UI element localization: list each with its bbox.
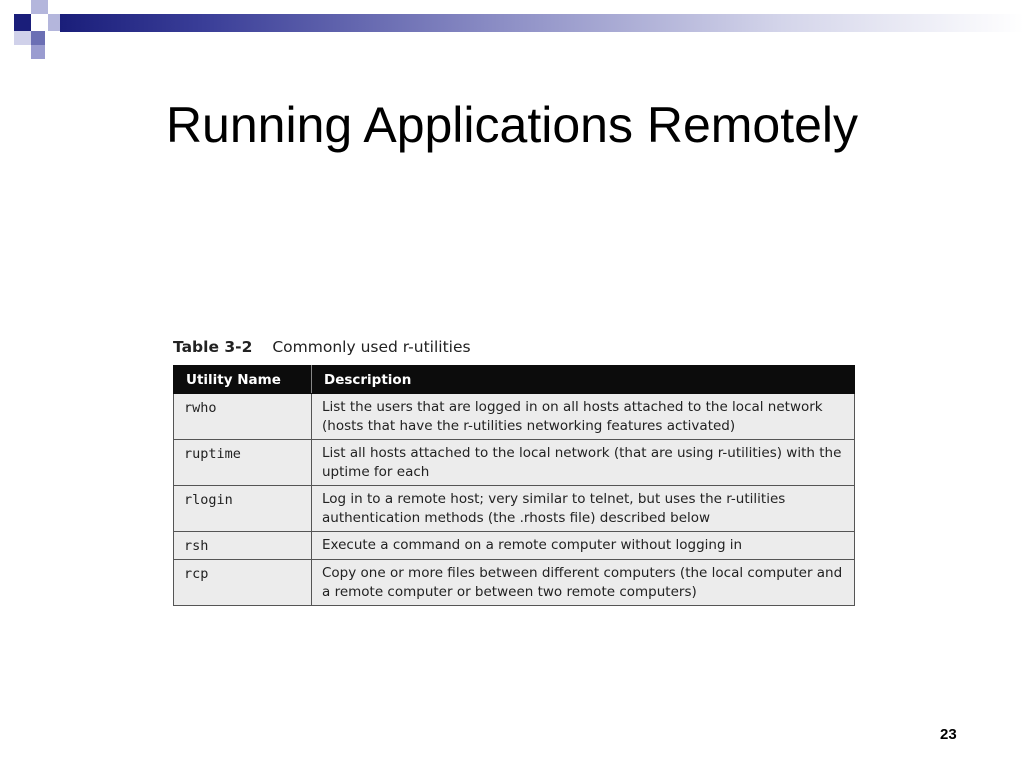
table-row: [174, 486, 855, 532]
utility-name-cell: rcp: [174, 560, 312, 606]
decor-square-light: [48, 14, 60, 31]
utility-name-cell: rlogin: [174, 486, 312, 532]
header-gradient-bar: [60, 14, 1024, 32]
decor-square-light: [31, 45, 45, 59]
decor-square-dark: [14, 14, 31, 31]
decor-square-light: [31, 0, 48, 14]
description-cell: List all hosts attached to the local network (that are using r-utilities) with the uptime for each: [312, 440, 855, 486]
slide-title: Running Applications Remotely: [165, 97, 859, 153]
table-caption-text: Commonly used r-utilities: [272, 338, 471, 356]
decor-square-mid: [31, 31, 45, 45]
utility-name-cell: ruptime: [174, 440, 312, 486]
table-caption: [173, 338, 471, 356]
table-row: [174, 532, 855, 560]
column-header-utility-name: Utility Name: [174, 366, 312, 394]
table-header-row: [174, 366, 855, 394]
utility-name-cell: rwho: [174, 394, 312, 440]
table-caption-number: Table 3-2: [173, 338, 253, 356]
description-cell: Log in to a remote host; very similar to telnet, but uses the r-utilities authentication methods (the .rhosts file) described below: [312, 486, 855, 532]
column-header-description: Description: [312, 366, 855, 394]
table-row: [174, 560, 855, 606]
r-utilities-table: [173, 365, 855, 606]
table-row: [174, 440, 855, 486]
table-row: [174, 394, 855, 440]
description-cell: Copy one or more files between different computers (the local computer and a remote computer or between two remote computers): [312, 560, 855, 606]
page-number: 23: [940, 726, 957, 743]
decor-square-light: [14, 31, 31, 45]
description-cell: Execute a command on a remote computer without logging in: [312, 532, 855, 560]
description-cell: List the users that are logged in on all hosts attached to the local network (hosts that have the r-utilities networking features activated): [312, 394, 855, 440]
utility-name-cell: rsh: [174, 532, 312, 560]
